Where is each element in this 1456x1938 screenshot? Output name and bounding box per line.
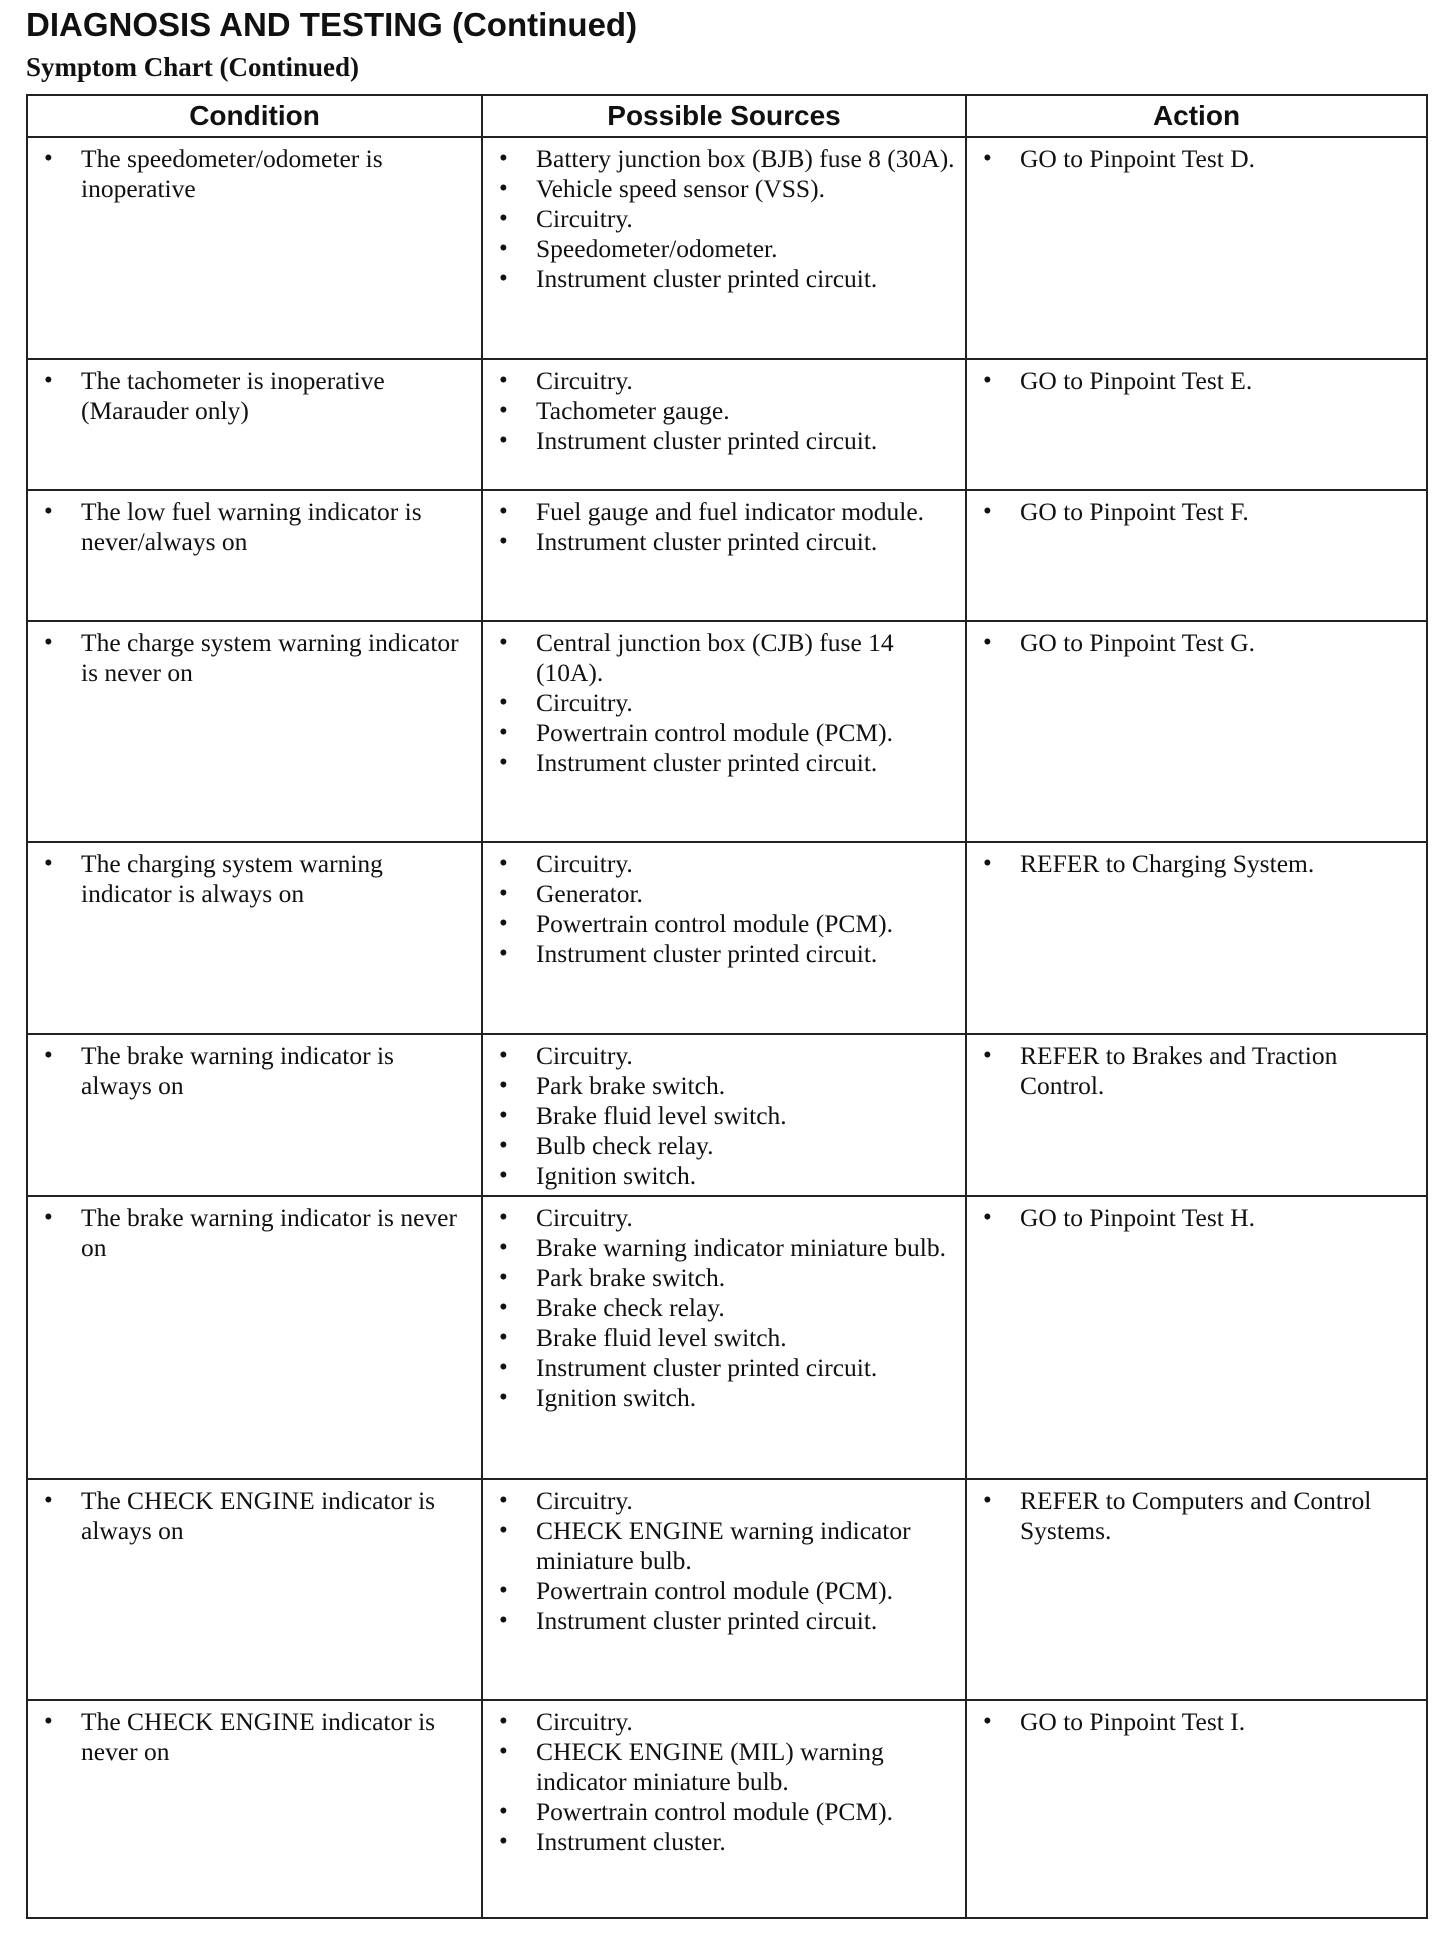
action-text: • GO to Pinpoint Test D. <box>977 144 1416 174</box>
possible-source-item: • Instrument cluster printed circuit. <box>493 264 955 294</box>
possible-source-item: • Circuitry. <box>493 1041 955 1071</box>
action-list <box>977 144 1416 174</box>
table-row <box>27 359 1427 490</box>
action-list <box>977 497 1416 527</box>
possible-source-item: • Instrument cluster printed circuit. <box>493 748 955 778</box>
possible-source-item: • Brake fluid level switch. <box>493 1101 955 1131</box>
table-row <box>27 1700 1427 1918</box>
possible-sources-cell <box>482 490 966 621</box>
symptom-chart-table <box>26 94 1428 1919</box>
possible-source-item: • Park brake switch. <box>493 1263 955 1293</box>
possible-source-item: • Circuitry. <box>493 366 955 396</box>
possible-source-item: • Bulb check relay. <box>493 1131 955 1161</box>
possible-sources-cell <box>482 1196 966 1479</box>
possible-source-item: • Brake check relay. <box>493 1293 955 1323</box>
possible-sources-cell <box>482 359 966 490</box>
possible-source-item: • Ignition switch. <box>493 1161 955 1191</box>
possible-source-item: • Instrument cluster printed circuit. <box>493 1606 955 1636</box>
action-cell <box>966 1700 1427 1918</box>
possible-source-item: • Powertrain control module (PCM). <box>493 718 955 748</box>
possible-source-item: • Instrument cluster printed circuit. <box>493 939 955 969</box>
possible-sources-list <box>493 1707 955 1857</box>
condition-text: • The brake warning indicator is never on <box>38 1203 471 1263</box>
condition-cell <box>27 1479 482 1700</box>
possible-sources-list <box>493 628 955 778</box>
condition-list <box>38 1041 471 1101</box>
possible-sources-list <box>493 849 955 969</box>
condition-text: • The tachometer is inoperative (Marauder only) <box>38 366 471 426</box>
action-cell <box>966 359 1427 490</box>
possible-source-item: • Park brake switch. <box>493 1071 955 1101</box>
action-list <box>977 1486 1416 1546</box>
condition-cell <box>27 490 482 621</box>
table-header-row <box>27 95 1427 137</box>
table-row <box>27 1196 1427 1479</box>
page-heading: DIAGNOSIS AND TESTING (Continued) <box>26 6 638 43</box>
table-row <box>27 490 1427 621</box>
condition-text: • The brake warning indicator is always on <box>38 1041 471 1101</box>
table-body <box>27 137 1427 1918</box>
condition-text: • The low fuel warning indicator is never/always on <box>38 497 471 557</box>
action-list <box>977 1041 1416 1101</box>
possible-sources-cell <box>482 1034 966 1196</box>
possible-source-item: • Circuitry. <box>493 1203 955 1233</box>
possible-source-item: • Tachometer gauge. <box>493 396 955 426</box>
action-text: • REFER to Charging System. <box>977 849 1416 879</box>
condition-text: • The speedometer/odometer is inoperative <box>38 144 471 204</box>
table-row <box>27 842 1427 1034</box>
condition-cell <box>27 842 482 1034</box>
condition-text: • The charging system warning indicator is always on <box>38 849 471 909</box>
possible-source-item: • Circuitry. <box>493 204 955 234</box>
condition-cell <box>27 1700 482 1918</box>
possible-source-item: • Circuitry. <box>493 688 955 718</box>
table-row <box>27 137 1427 359</box>
condition-cell <box>27 1034 482 1196</box>
possible-source-item: • Brake fluid level switch. <box>493 1323 955 1353</box>
column-header-action: Action <box>966 95 1427 137</box>
condition-list <box>38 628 471 688</box>
action-cell <box>966 1479 1427 1700</box>
action-text: • GO to Pinpoint Test F. <box>977 497 1416 527</box>
possible-source-item: • Powertrain control module (PCM). <box>493 909 955 939</box>
column-header-condition: Condition <box>27 95 482 137</box>
possible-sources-cell <box>482 621 966 842</box>
possible-source-item: • Circuitry. <box>493 1707 955 1737</box>
possible-sources-list <box>493 1203 955 1413</box>
possible-source-item: • Instrument cluster printed circuit. <box>493 426 955 456</box>
condition-list <box>38 849 471 909</box>
possible-source-item: • Speedometer/odometer. <box>493 234 955 264</box>
condition-list <box>38 366 471 426</box>
action-list <box>977 1707 1416 1737</box>
possible-sources-list <box>493 497 955 557</box>
action-cell <box>966 1196 1427 1479</box>
condition-list <box>38 1203 471 1263</box>
possible-sources-cell <box>482 137 966 359</box>
possible-source-item: • Ignition switch. <box>493 1383 955 1413</box>
condition-cell <box>27 137 482 359</box>
condition-cell <box>27 1196 482 1479</box>
action-list <box>977 849 1416 879</box>
action-text: • GO to Pinpoint Test G. <box>977 628 1416 658</box>
possible-source-item: • CHECK ENGINE (MIL) warning indicator miniature bulb. <box>493 1737 955 1797</box>
action-cell <box>966 1034 1427 1196</box>
possible-source-item: • Instrument cluster printed circuit. <box>493 527 955 557</box>
condition-list <box>38 144 471 204</box>
possible-sources-list <box>493 1041 955 1191</box>
possible-source-item: • CHECK ENGINE warning indicator miniature bulb. <box>493 1516 955 1576</box>
condition-text: • The CHECK ENGINE indicator is always on <box>38 1486 471 1546</box>
action-cell <box>966 137 1427 359</box>
action-text: • GO to Pinpoint Test I. <box>977 1707 1416 1737</box>
condition-text: • The charge system warning indicator is never on <box>38 628 471 688</box>
possible-source-item: • Battery junction box (BJB) fuse 8 (30A). <box>493 144 955 174</box>
possible-sources-cell <box>482 1700 966 1918</box>
action-cell <box>966 621 1427 842</box>
possible-source-item: • Circuitry. <box>493 849 955 879</box>
possible-sources-list <box>493 366 955 456</box>
action-text: • REFER to Brakes and Traction Control. <box>977 1041 1416 1101</box>
condition-cell <box>27 621 482 842</box>
action-text: • GO to Pinpoint Test E. <box>977 366 1416 396</box>
possible-sources-list <box>493 1486 955 1636</box>
condition-list <box>38 497 471 557</box>
possible-source-item: • Fuel gauge and fuel indicator module. <box>493 497 955 527</box>
possible-source-item: • Powertrain control module (PCM). <box>493 1576 955 1606</box>
page-subheading: Symptom Chart (Continued) <box>26 52 360 82</box>
condition-list <box>38 1707 471 1767</box>
action-text: • REFER to Computers and Control Systems. <box>977 1486 1416 1546</box>
possible-source-item: • Instrument cluster printed circuit. <box>493 1353 955 1383</box>
condition-list <box>38 1486 471 1546</box>
action-list <box>977 1203 1416 1233</box>
action-list <box>977 628 1416 658</box>
possible-source-item: • Generator. <box>493 879 955 909</box>
possible-source-item: • Central junction box (CJB) fuse 14 (10A). <box>493 628 955 688</box>
condition-cell <box>27 359 482 490</box>
table-row <box>27 1034 1427 1196</box>
possible-source-item: • Circuitry. <box>493 1486 955 1516</box>
table-row <box>27 621 1427 842</box>
action-text: • GO to Pinpoint Test H. <box>977 1203 1416 1233</box>
table-row <box>27 1479 1427 1700</box>
possible-source-item: • Powertrain control module (PCM). <box>493 1797 955 1827</box>
possible-sources-cell <box>482 1479 966 1700</box>
possible-sources-cell <box>482 842 966 1034</box>
possible-source-item: • Brake warning indicator miniature bulb. <box>493 1233 955 1263</box>
condition-text: • The CHECK ENGINE indicator is never on <box>38 1707 471 1767</box>
possible-sources-list <box>493 144 955 294</box>
action-cell <box>966 842 1427 1034</box>
possible-source-item: • Vehicle speed sensor (VSS). <box>493 174 955 204</box>
possible-source-item: • Instrument cluster. <box>493 1827 955 1857</box>
action-cell <box>966 490 1427 621</box>
column-header-possible-sources: Possible Sources <box>482 95 966 137</box>
action-list <box>977 366 1416 396</box>
